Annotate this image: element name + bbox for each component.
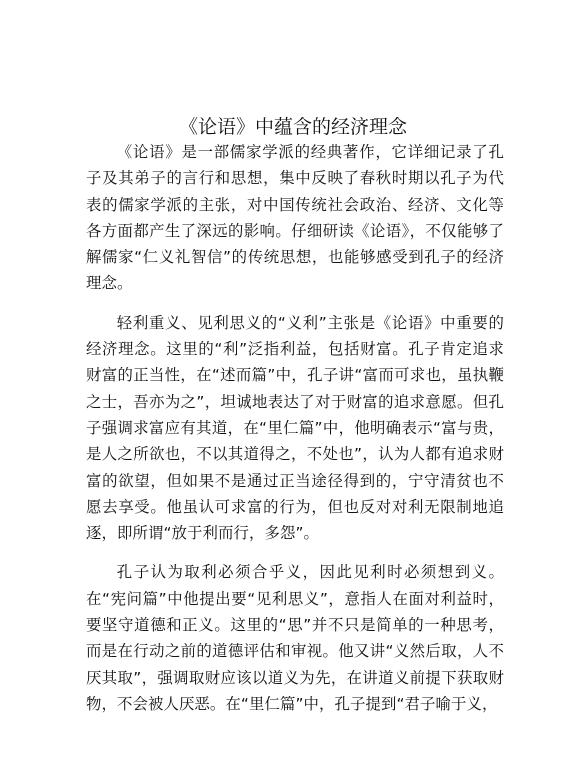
document-body: [86, 139, 504, 717]
document-title: 《论语》中蕴含的经济理念: [178, 115, 407, 138]
paragraph-2: 轻利重义、见利思义的“义利”主张是《论语》中重要的经济理念。这里的“利”泛指利益，包括财富。孔子肯定追求财富的正当性，在“述而篇”中，孔子讲“富而可求也，虽执鞭之士，吾亦为之”，坦诚地表达了对于财富的追求意愿。但孔子强调求富应有其道，在“里仁篇”中，他明确表示“富与贵，是人之所欲也，不以其道得之，不处也”，认为人都有追求财富的欲望，但如果不是通过正当途径得到的，宁守清贫也不愿去享受。他虽认可求富的行为，但也反对对利无限制地追逐，即所谓“放于利而行，多怨”。: [86, 313, 504, 543]
paragraph-3: 孔子认为取利必须合乎义，因此见利时必须想到义。在“宪问篇”中他提出要“见利思义”，意指人在面对利益时，要坚守道德和正义。这里的“思”并不只是简单的一种思考，而是在行动之前的道德评估和审视。他又讲“义然后取，人不厌其取”，强调取财应该以道义为先，在讲道义前提下获取财物，不会被人厌恶。在“里仁篇”中，孔子提到“君子喻于义，: [86, 563, 504, 713]
paragraph-1: 《论语》是一部儒家学派的经典著作，它详细记录了孔子及其弟子的言行和思想，集中反映了春秋时期以孔子为代表的儒家学派的主张，对中国传统社会政治、经济、文化等各方面都产生了深远的影响。仔细研读《论语》，不仅能够了解儒家“仁义礼智信”的传统思想，也能够感受到孔子的经济理念。: [86, 143, 504, 293]
